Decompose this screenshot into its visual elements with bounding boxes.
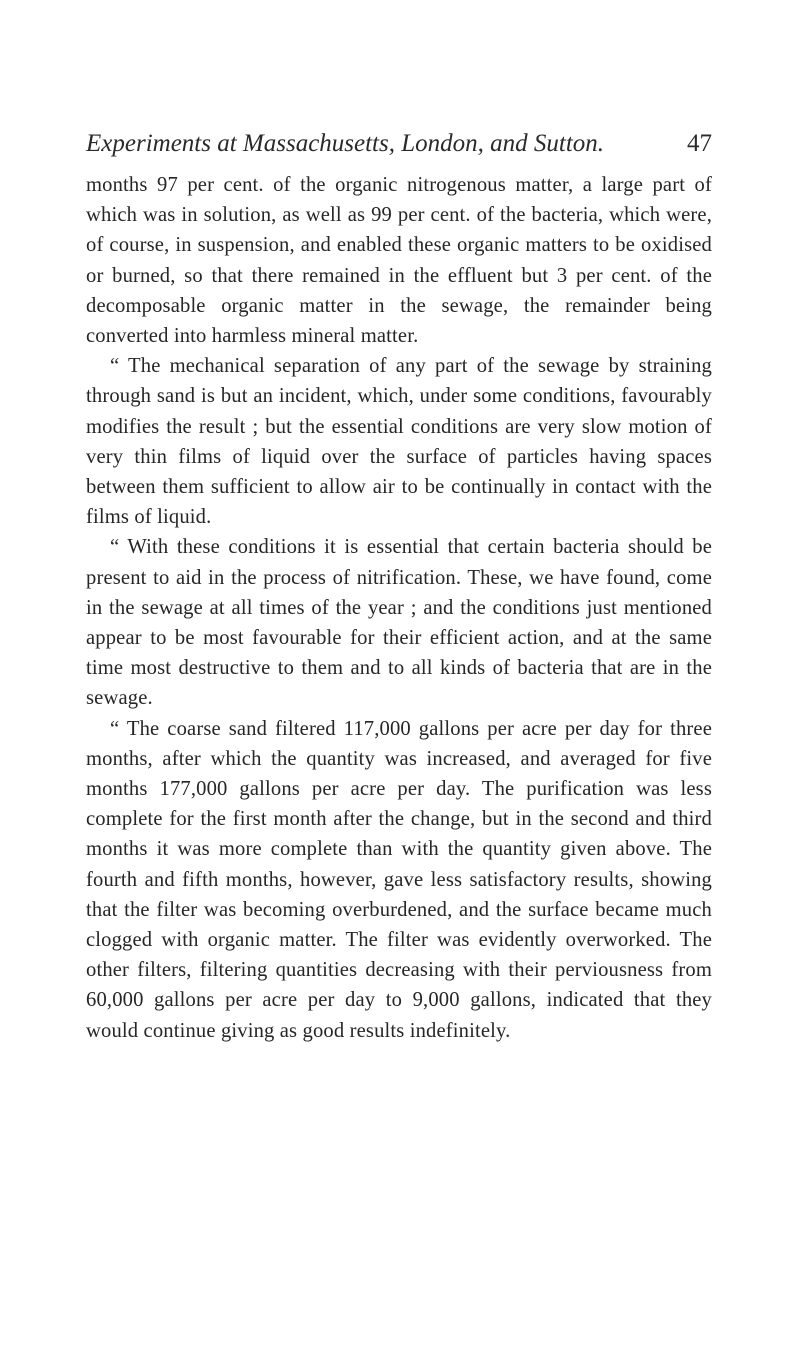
paragraph: months 97 per cent. of the organic nitrogenous matter, a large part of which was in solution, as well as 99 per cent. of the bacteria, which were, of course, in suspension, and enabled these organic matters to be oxidised or burned, so that there remained in the effluent but 3 per cent. of the decomposable organic matter in the sewage, the remainder being converted into harmless mineral matter.	[86, 174, 712, 348]
running-head-title-part: Experiments at Massachusetts	[86, 130, 389, 157]
running-head-title-part: ,	[388, 130, 402, 157]
body-text	[86, 170, 712, 1046]
running-head-title-part: , and Sutton.	[477, 130, 605, 157]
page-number: 47	[687, 130, 712, 157]
running-head-title	[86, 124, 604, 164]
running-head-title-part: London	[401, 130, 478, 157]
paragraph: “ The coarse sand filtered 117,000 gallons per acre per day for three months, after which the quantity was increased, and averaged for five months 177,000 gallons per acre per day. The purification was less complete for the first month after the change, but in the second and third months it was more complete than with the quantity given above. The fourth and fifth months, however, gave less satisfactory results, showing that the filter was becoming overburdened, and the surface became much clogged with organic matter. The filter was evidently overworked. The other filters, filtering quantities decreasing with their perviousness from 60,000 gallons per acre per day to 9,000 gallons, indicated that they would continue giving as good results indefinitely.	[86, 717, 712, 1042]
paragraph: “ The mechanical separation of any part of the sewage by straining through sand is but an incident, which, under some conditions, favourably modifies the result ; but the essential conditions are very slow motion of very thin films of liquid over the surface of particles having spaces between them sufficient to allow air to be continually in contact with the films of liquid.	[86, 355, 712, 529]
paragraph: “ With these conditions it is essential that certain bacteria should be present to aid in the process of nitrification. These, we have found, come in the sewage at all times of the year ; and the conditions just mentioned appear to be most favourable for their efficient action, and at the same time most destructive to them and to all kinds of bacteria that are in the sewage.	[86, 536, 712, 710]
running-head	[86, 124, 712, 164]
